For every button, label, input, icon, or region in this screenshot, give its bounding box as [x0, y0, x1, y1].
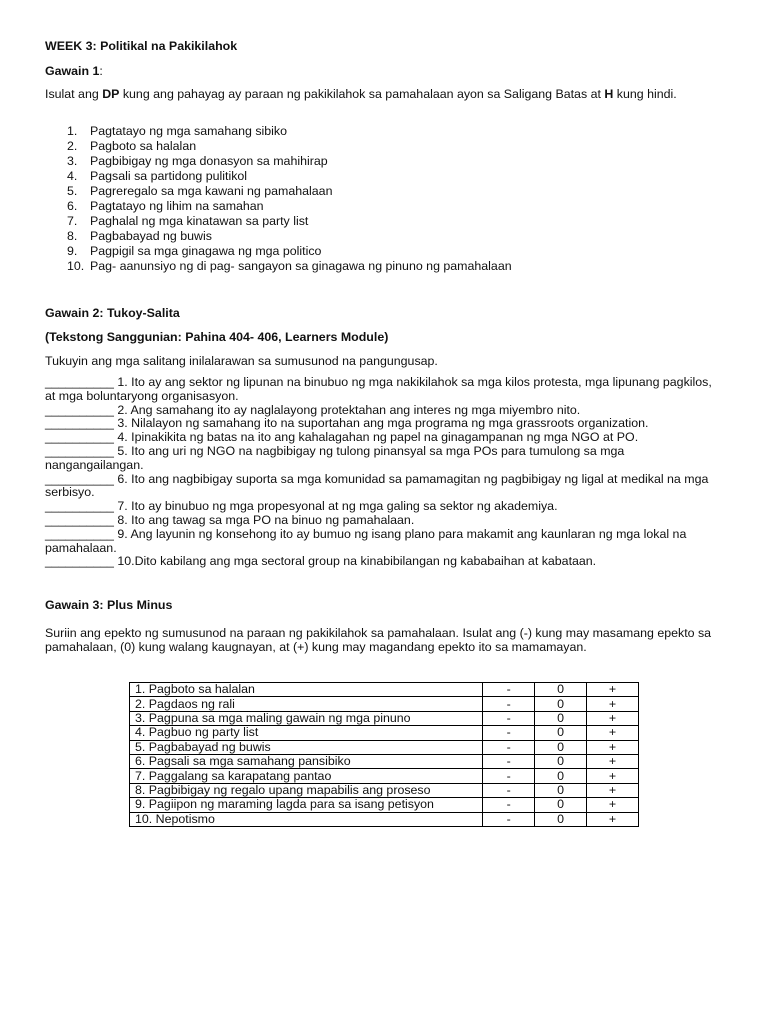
gawain1-instruction: [45, 87, 725, 101]
list-item: [45, 169, 725, 184]
item-text: Pag- aanunsiyo ng di pag- sangayon sa ginagawa ng pinuno ng pamahalaan: [90, 259, 512, 273]
fill-item: [45, 417, 725, 431]
row-item: 3. Pagpuna sa mga maling gawain ng mga pinuno: [130, 711, 483, 725]
fill-item: [45, 514, 725, 528]
answer-blank: __________: [45, 430, 114, 445]
plus-cell: +: [587, 697, 639, 711]
item-number: 3.: [67, 154, 78, 168]
fill-item-text: 7. Ito ay binubuo ng mga propesyonal at ng mga galing sa sektor ng akademiya.: [113, 499, 558, 514]
minus-cell: -: [483, 697, 535, 711]
table-row: [130, 769, 639, 783]
list-item: [45, 184, 725, 199]
fill-item-text: 3. Nilalayon ng samahang ito na suportahan ang mga programa ng mga grassroots organization.: [113, 416, 649, 431]
plus-cell: +: [587, 754, 639, 768]
minus-cell: -: [483, 754, 535, 768]
fill-item-text: 1. Ito ay ang sektor ng lipunan na binubuo ng mga nakikilahok sa mga kilos protesta, mga lipunang pagkilos, at mga boluntaryong organisasyon.: [45, 375, 712, 403]
fill-item: [45, 500, 725, 514]
gawain1-heading-label: Gawain 1: [45, 64, 100, 78]
zero-cell: 0: [535, 783, 587, 797]
minus-cell: -: [483, 812, 535, 826]
answer-blank: __________: [45, 512, 114, 527]
zero-cell: 0: [535, 683, 587, 697]
plus-minus-table: [129, 682, 639, 827]
item-text: Pagtatayo ng lihim na samahan: [90, 199, 264, 213]
fill-item-text: 2. Ang samahang ito ay naglalayong protektahan ang interes ng mga miyembro nito.: [113, 402, 581, 417]
answer-blank: __________: [45, 402, 114, 417]
fill-item: [45, 376, 725, 404]
item-text: Pagsali sa partidong pulitikol: [90, 169, 248, 183]
gawain2-reference: (Tekstong Sanggunian: Pahina 404- 406, Learners Module): [45, 330, 389, 344]
minus-cell: -: [483, 683, 535, 697]
minus-cell: -: [483, 740, 535, 754]
minus-cell: -: [483, 783, 535, 797]
row-item: 4. Pagbuo ng party list: [130, 726, 483, 740]
item-number: 1.: [67, 124, 78, 138]
instruction-text: kung ang pahayag ay paraan ng pakikilahok sa pamahalaan ayon sa Saligang Batas at: [119, 87, 605, 101]
table-row: [130, 683, 639, 697]
plus-cell: +: [587, 683, 639, 697]
list-item: [45, 124, 725, 139]
plus-cell: +: [587, 812, 639, 826]
gawain2-heading: Gawain 2: Tukoy-Salita: [45, 306, 180, 320]
row-item: 6. Pagsali sa mga samahang pansibiko: [130, 754, 483, 768]
page-title: WEEK 3: Politikal na Pakikilahok: [45, 39, 238, 53]
table-row: [130, 711, 639, 725]
row-item: 8. Pagbibigay ng regalo upang mapabilis ang proseso: [130, 783, 483, 797]
minus-cell: -: [483, 711, 535, 725]
item-number: 5.: [67, 184, 78, 198]
list-item: [45, 259, 725, 274]
gawain3-instruction: Suriin ang epekto ng sumusunod na paraan ng pakikilahok sa pamahalaan. Isulat ang (-) kung may masamang epekto sa pamahalaan, (0) kung walang kaugnayan, at (+) kung may magandang epekto ito sa mamamayan.: [45, 626, 712, 654]
item-number: 7.: [67, 214, 78, 228]
plus-cell: +: [587, 798, 639, 812]
item-number: 6.: [67, 199, 78, 213]
fill-item: [45, 445, 725, 473]
item-text: Pagbabayad ng buwis: [90, 229, 212, 243]
gawain1-heading: [45, 64, 725, 78]
gawain3-heading: Gawain 3: Plus Minus: [45, 598, 173, 612]
item-number: 2.: [67, 139, 78, 153]
item-text: Pagbibigay ng mga donasyon sa mahihirap: [90, 154, 328, 168]
item-number: 9.: [67, 244, 78, 258]
item-text: Paghalal ng mga kinatawan sa party list: [90, 214, 309, 228]
instruction-h: H: [604, 87, 614, 101]
table-row: [130, 754, 639, 768]
fill-item-text: 10.Dito kabilang ang mga sectoral group na kinabibilangan ng kababaihan at kabataan.: [113, 554, 597, 569]
gawain1-heading-colon: :: [99, 64, 103, 78]
plus-cell: +: [587, 783, 639, 797]
answer-blank: __________: [45, 375, 114, 389]
row-item: 9. Pagiipon ng maraming lagda para sa isang petisyon: [130, 798, 483, 812]
plus-cell: +: [587, 740, 639, 754]
gawain2-instruction: Tukuyin ang mga salitang inilalarawan sa sumusunod na pangungusap.: [45, 354, 438, 368]
answer-blank: __________: [45, 416, 114, 431]
item-number: 4.: [67, 169, 78, 183]
plus-cell: +: [587, 769, 639, 783]
gawain2-items: [45, 376, 725, 569]
zero-cell: 0: [535, 798, 587, 812]
answer-blank: __________: [45, 443, 114, 458]
list-item: [45, 244, 725, 259]
fill-item-text: 5. Ito ang uri ng NGO na nagbibigay ng tulong pinansyal sa mga POs para tumulong sa mga nangangailangan.: [45, 443, 625, 472]
row-item: 2. Pagdaos ng rali: [130, 697, 483, 711]
item-number: 10.: [67, 259, 85, 273]
minus-cell: -: [483, 769, 535, 783]
list-item: [45, 229, 725, 244]
minus-cell: -: [483, 726, 535, 740]
minus-cell: -: [483, 798, 535, 812]
item-number: 8.: [67, 229, 78, 243]
zero-cell: 0: [535, 769, 587, 783]
instruction-dp: DP: [102, 87, 120, 101]
zero-cell: 0: [535, 711, 587, 725]
table-row: [130, 783, 639, 797]
table-row: [130, 812, 639, 826]
answer-blank: __________: [45, 499, 114, 514]
list-item: [45, 139, 725, 154]
gawain1-list: [45, 124, 725, 274]
fill-item-text: 8. Ito ang tawag sa mga PO na binuo ng pamahalaan.: [113, 512, 415, 527]
zero-cell: 0: [535, 740, 587, 754]
row-item: 1. Pagboto sa halalan: [130, 683, 483, 697]
zero-cell: 0: [535, 697, 587, 711]
list-item: [45, 199, 725, 214]
list-item: [45, 154, 725, 169]
instruction-text: Isulat ang: [45, 87, 103, 101]
fill-item: [45, 528, 725, 556]
fill-item: [45, 404, 725, 418]
item-text: Pagboto sa halalan: [90, 139, 197, 153]
fill-item-text: 4. Ipinakikita ng batas na ito ang kahalagahan ng papel na ginagampanan ng mga NGO at PO.: [113, 430, 639, 445]
fill-item: [45, 431, 725, 445]
table-row: [130, 798, 639, 812]
fill-item: [45, 555, 725, 569]
instruction-text: kung hindi.: [613, 87, 677, 101]
zero-cell: 0: [535, 812, 587, 826]
item-text: Pagpigil sa mga ginagawa ng mga politico: [90, 244, 322, 258]
fill-item: [45, 473, 725, 501]
answer-blank: __________: [45, 471, 114, 486]
table-row: [130, 697, 639, 711]
answer-blank: __________: [45, 554, 114, 569]
plus-cell: +: [587, 726, 639, 740]
table-row: [130, 740, 639, 754]
plus-cell: +: [587, 711, 639, 725]
fill-item-text: 9. Ang layunin ng konsehong ito ay bumuo ng isang plano para makamit ang kaunlaran ng mga lokal na pamahalaan.: [45, 526, 687, 555]
zero-cell: 0: [535, 726, 587, 740]
fill-item-text: 6. Ito ang nagbibigay suporta sa mga komunidad sa pamamagitan ng pagbibigay ng ligal at medikal na mga serbisyo.: [45, 471, 709, 500]
row-item: 5. Pagbabayad ng buwis: [130, 740, 483, 754]
row-item: 10. Nepotismo: [130, 812, 483, 826]
row-item: 7. Paggalang sa karapatang pantao: [130, 769, 483, 783]
table-row: [130, 726, 639, 740]
item-text: Pagtatayo ng mga samahang sibiko: [90, 124, 287, 138]
zero-cell: 0: [535, 754, 587, 768]
item-text: Pagreregalo sa mga kawani ng pamahalaan: [90, 184, 333, 198]
list-item: [45, 214, 725, 229]
answer-blank: __________: [45, 526, 114, 541]
